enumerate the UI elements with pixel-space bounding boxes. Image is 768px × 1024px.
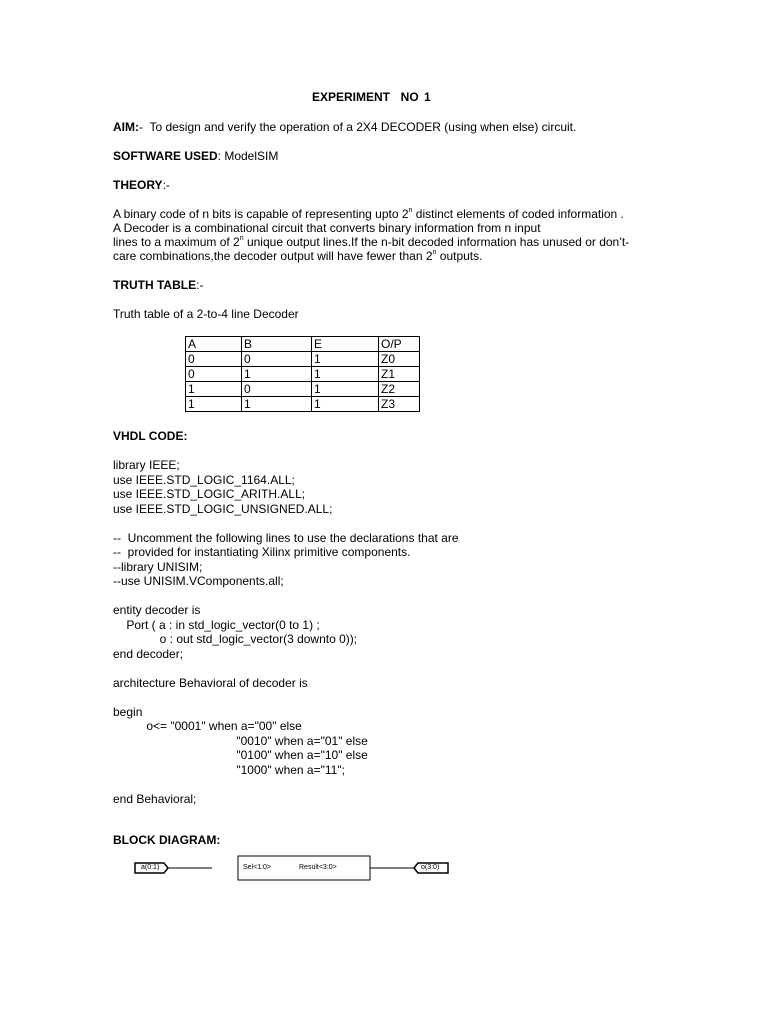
table-cell: 1: [242, 367, 312, 382]
code-line: "0100" when a="10" else: [113, 748, 368, 762]
table-cell: 1: [186, 397, 242, 412]
theory-line4-a: care combinations,the decoder output will have fewer than 2: [113, 249, 433, 263]
output-port-text: o(3:0): [421, 864, 440, 871]
table-cell: 1: [312, 352, 379, 367]
theory-line1-a: A binary code of n bits is capable of representing upto 2: [113, 207, 409, 221]
theory-heading: [113, 178, 170, 193]
table-row: [186, 367, 420, 382]
header-cell-b: B: [242, 337, 312, 352]
table-cell: Z3: [379, 397, 420, 412]
truth-table-suffix: :-: [196, 278, 204, 292]
software-label: SOFTWARE USED: [113, 149, 218, 163]
code-line: --use UNISIM.VComponents.all;: [113, 574, 284, 588]
truth-table-header-row: [186, 337, 420, 352]
table-cell: Z1: [379, 367, 420, 382]
truth-table: [185, 336, 420, 412]
input-port-text: a(0:1): [141, 864, 160, 871]
aim-text: - To design and verify the operation of a 2X4 DECODER (using when else) circuit.: [139, 120, 577, 134]
aim-line: [113, 120, 576, 135]
table-cell: 1: [186, 382, 242, 397]
header-cell-a: A: [186, 337, 242, 352]
theory-line4-sup: n: [432, 249, 437, 256]
truth-table-label: TRUTH TABLE: [113, 278, 197, 292]
code-line: architecture Behavioral of decoder is: [113, 675, 308, 690]
code-line: -- provided for instantiating Xilinx primitive components.: [113, 545, 411, 559]
table-cell: 0: [186, 352, 242, 367]
code-line: entity decoder is: [113, 603, 201, 617]
table-cell: 1: [312, 367, 379, 382]
code-line: "1000" when a="11";: [113, 762, 345, 777]
theory-line3-sup: n: [239, 235, 244, 242]
theory-paragraph-line-3: [113, 235, 629, 250]
code-line: use IEEE.STD_LOGIC_ARITH.ALL;: [113, 487, 306, 501]
theory-paragraph-line-1: [113, 207, 624, 222]
aim-label: AIM:: [113, 120, 139, 134]
code-line: --library UNISIM;: [113, 559, 203, 574]
table-cell: 0: [186, 367, 242, 382]
code-line: o : out std_logic_vector(3 downto 0));: [113, 632, 358, 646]
theory-label: THEORY: [113, 178, 163, 192]
block-diagram: [130, 855, 460, 883]
code-line: use IEEE.STD_LOGIC_UNSIGNED.ALL;: [113, 501, 333, 516]
table-cell: 1: [312, 397, 379, 412]
table-cell: 0: [242, 352, 312, 367]
sel-label-text: Sel<1:0>: [243, 864, 272, 871]
theory-suffix: :-: [162, 178, 170, 192]
software-text: : ModelSIM: [217, 149, 279, 163]
table-cell: 0: [242, 382, 312, 397]
header-cell-e: E: [312, 337, 379, 352]
table-cell: 1: [242, 397, 312, 412]
theory-line1-b: distinct elements of coded information .: [412, 207, 624, 221]
table-row: [186, 382, 420, 397]
table-cell: Z2: [379, 382, 420, 397]
code-line: "0010" when a="01" else: [113, 733, 368, 748]
theory-paragraph-line-4: [113, 249, 482, 264]
table-cell: Z0: [379, 352, 420, 367]
theory-line3-a: lines to a maximum of 2: [113, 235, 240, 249]
code-line: end decoder;: [113, 646, 184, 661]
table-row: [186, 397, 420, 412]
code-line: use IEEE.STD_LOGIC_1164.ALL;: [113, 472, 295, 487]
table-row: [186, 352, 420, 367]
code-line: begin: [113, 704, 143, 719]
code-line: library IEEE;: [113, 458, 180, 472]
truth-table-caption: Truth table of a 2-to-4 line Decoder: [113, 307, 299, 321]
header-cell-op: O/P: [379, 337, 420, 352]
theory-line1-sup: n: [408, 207, 413, 214]
theory-line4-b: outputs.: [436, 249, 483, 263]
result-label-text: Result<3:0>: [299, 864, 337, 871]
vhdl-heading: VHDL CODE:: [113, 429, 188, 443]
theory-paragraph-line-2: A Decoder is a combinational circuit that converts binary information from n input: [113, 221, 541, 235]
software-line: [113, 149, 278, 164]
truth-table-heading: [113, 278, 203, 293]
table-cell: 1: [312, 382, 379, 397]
block-diagram-heading: BLOCK DIAGRAM:: [113, 833, 221, 847]
code-line: -- Uncomment the following lines to use the declarations that are: [113, 530, 459, 545]
code-line: end Behavioral;: [113, 791, 197, 806]
theory-line3-b: unique output lines.If the n-bit decoded information has unused or don’t-: [243, 235, 630, 249]
code-line: Port ( a : in std_logic_vector(0 to 1) ;: [113, 617, 320, 632]
page-title: EXPERIMENT NO 1: [312, 90, 431, 104]
code-line: o<= "0001" when a="00" else: [113, 719, 302, 733]
